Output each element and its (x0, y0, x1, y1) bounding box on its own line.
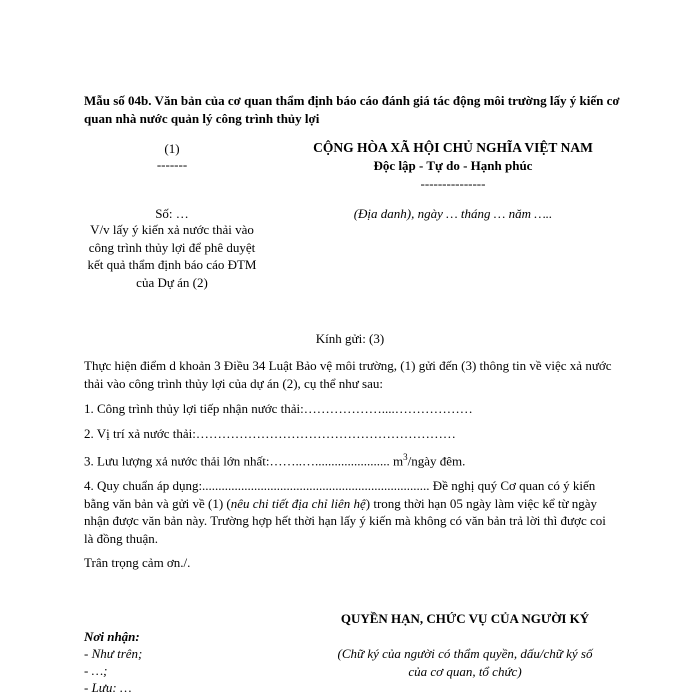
closing: Trân trọng cảm ơn./. (84, 555, 191, 570)
recipient-3: - Lưu: … (84, 680, 132, 695)
item-3-text: 3. Lưu lượng xả nước thải lớn nhất:……..…....................... m (84, 453, 404, 469)
signer-note: (Chữ ký của người có thẩm quyền, dấu/chữ ký số của cơ quan, tổ chức) (337, 646, 593, 679)
item-3-unit: /ngày đêm. (407, 453, 466, 469)
item-3-superscript: 3 (403, 452, 408, 462)
recipient-2: - …; (84, 663, 108, 678)
item-4-text-a: 4. Quy chuẩn áp dụng:...................................................................... Đề nghị quý Cơ quan có ý kiến bằng văn bản và gửi về (1) ( (84, 478, 596, 511)
signer-title: QUYỀN HẠN, CHỨC VỤ CỦA NGƯỜI KÝ (340, 611, 590, 626)
place-date: (Địa danh), ngày … tháng … năm ….. (353, 206, 553, 221)
item-4-italic: nêu chi tiết địa chỉ liên hệ (230, 495, 366, 511)
item-2: 2. Vị trí xả nước thải:…………………………………………………… (84, 426, 456, 441)
nation-name: CỘNG HÒA XÃ HỘI CHỦ NGHĨA VIỆT NAM (313, 140, 593, 155)
item-4-text-b: ) trong thời hạn 05 ngày làm việc kể từ ngày nhận được văn bản này. Trường hợp hết thời hạn lấy ý kiến mà không có văn bản trả lời thì được coi là đồng thuận. (84, 495, 606, 546)
document-number: Số: … (155, 206, 189, 221)
item-1: 1. Công trình thủy lợi tiếp nhận nước thải:………………....……………… (84, 401, 473, 416)
document-subject: V/v lấy ý kiến xả nước thải vào công trình thủy lợi để phê duyệt kết quả thẩm định báo cáo ĐTM của Dự án (2) (87, 222, 257, 290)
motto-separator: --------------- (420, 176, 486, 191)
item-3 (84, 451, 616, 470)
form-title: Mẫu số 04b. Văn bản của cơ quan thẩm định báo cáo đánh giá tác động môi trường lấy ý kiến cơ quan nhà nước quản lý công trình thủy lợi (84, 93, 620, 126)
intro-paragraph: Thực hiện điểm d khoản 3 Điều 34 Luật Bảo vệ môi trường, (1) gửi đến (3) thông tin về việc xả nước thải vào công trình thủy lợi của dự án (2), cụ thể như sau: (84, 358, 612, 391)
issuing-agency-ref: (1) (164, 141, 180, 156)
agency-separator: ------- (156, 157, 188, 172)
item-4 (84, 477, 616, 547)
greeting: Kính gửi: (3) (315, 331, 385, 346)
recipient-1: - Như trên; (84, 646, 143, 661)
national-motto: Độc lập - Tự do - Hạnh phúc (373, 158, 533, 173)
recipients-label: Nơi nhận: (84, 629, 140, 644)
